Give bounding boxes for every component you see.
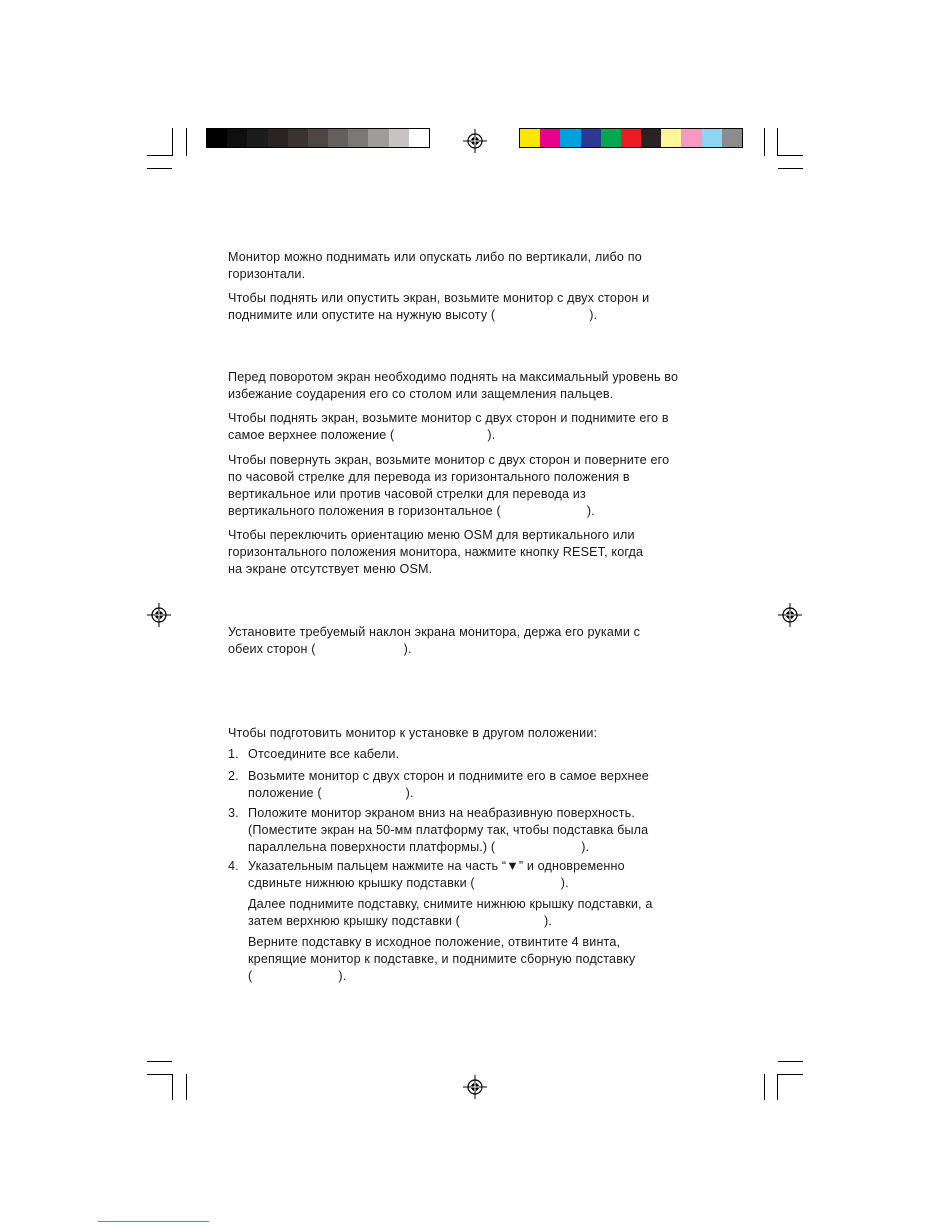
paragraph-height-intro: Монитор можно поднимать или опускать либо по вертикали, либо по горизонтали. — [228, 250, 642, 281]
text: Чтобы поднять или опустить экран, возьмите монитор с двух сторон и поднимите или опустите на нужную высоту ( — [228, 291, 650, 322]
list-number: 2. — [228, 769, 239, 783]
text: ). — [544, 914, 553, 928]
text: Чтобы повернуть экран, возьмите монитор с двух сторон и поверните его по часовой стрелке для перевода из горизонтального положения в вертикальное или против часовой стрелки для перевода из вертикального положения в горизонтальное ( — [228, 453, 670, 518]
paragraph-raise-screen — [228, 410, 738, 444]
color-swatch — [288, 129, 309, 147]
color-swatch — [348, 129, 369, 147]
text: Положите монитор экраном вниз на неабразивную поверхность. (Поместите экран на 50-мм платформу так, чтобы подставка была параллельна поверхности платформы.) ( — [248, 806, 649, 854]
text: Чтобы поднять экран, возьмите монитор с двух сторон и поднимите его в самое верхнее положение ( — [228, 411, 669, 442]
color-swatch — [409, 129, 430, 147]
color-swatch — [520, 129, 541, 147]
color-swatch — [621, 129, 642, 147]
process-color-bar — [519, 128, 743, 148]
color-swatch — [661, 129, 682, 147]
color-swatch — [368, 129, 389, 147]
color-swatch — [581, 129, 602, 147]
list-number: 3. — [228, 806, 239, 820]
color-swatch — [268, 129, 289, 147]
paragraph-rotate-screen — [228, 452, 738, 520]
list-number: 1. — [228, 747, 239, 761]
color-swatch — [389, 129, 410, 147]
text: ). — [589, 308, 598, 322]
list-text — [248, 858, 728, 892]
text: Указательным пальцем нажмите на часть “▼” и одновременно сдвиньте нижнюю крышку подставки ( — [248, 859, 625, 890]
color-swatch — [207, 129, 228, 147]
text: ). — [487, 428, 496, 442]
text: Установите требуемый наклон экрана монитора, держа его руками с обеих сторон ( — [228, 625, 641, 656]
text: ). — [403, 642, 412, 656]
list-text — [248, 768, 728, 802]
text: Далее поднимите подставку, снимите нижнюю крышку подставки, а затем верхнюю крышку подставки ( — [248, 897, 653, 928]
text: Возьмите монитор с двух сторон и поднимите его в самое верхнее положение ( — [248, 769, 649, 800]
list-number: 4. — [228, 859, 239, 873]
text: ). — [338, 969, 347, 983]
paragraph-tilt — [228, 624, 738, 658]
color-swatch — [702, 129, 723, 147]
text: ). — [581, 840, 590, 854]
text: Верните подставку в исходное положение, отвинтите 4 винта, крепящие монитор к подставке, и поднимите сборную подставку ( — [248, 935, 636, 983]
registration-mark-icon — [463, 1075, 487, 1099]
color-swatch — [722, 129, 743, 147]
registration-mark-icon — [147, 603, 171, 627]
color-swatch — [308, 129, 329, 147]
color-swatch — [328, 129, 349, 147]
paragraph-osm-orientation: Чтобы переключить ориентацию меню OSM для вертикального или горизонтального положения монитора, нажмите кнопку RESET, когда на экране отсутствует меню OSM. — [228, 528, 644, 576]
text: ). — [586, 504, 595, 518]
color-swatch — [681, 129, 702, 147]
paragraph-height-instruction — [228, 290, 738, 324]
color-swatch — [641, 129, 662, 147]
text: ). — [560, 876, 569, 890]
list-text: Отсоедините все кабели. — [248, 747, 400, 761]
paragraph-stand-intro: Чтобы подготовить монитор к установке в другом положении: — [228, 726, 598, 740]
grayscale-color-bar — [206, 128, 430, 148]
bottom-rule — [98, 1221, 209, 1222]
color-swatch — [247, 129, 268, 147]
paragraph-remove-covers — [248, 896, 738, 930]
color-swatch — [540, 129, 561, 147]
registration-mark-icon — [778, 603, 802, 627]
registration-mark-icon — [463, 129, 487, 153]
text: ). — [405, 786, 414, 800]
color-swatch — [227, 129, 248, 147]
color-swatch — [601, 129, 622, 147]
list-text — [248, 805, 728, 856]
paragraph-remove-stand — [248, 934, 738, 985]
color-swatch — [560, 129, 581, 147]
paragraph-rotation-warning: Перед поворотом экран необходимо поднять на максимальный уровень во избежание соударения его со столом или защемления пальцев. — [228, 370, 679, 401]
